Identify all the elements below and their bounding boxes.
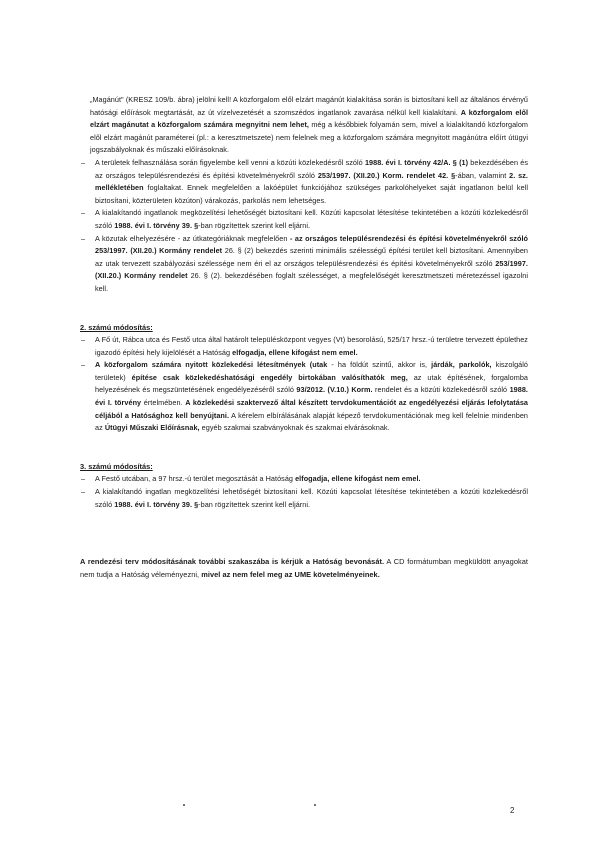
bold-text-segment: - az országos településrendezési és építési követelményekről szóló 253/1997. (XII.20.) Kormány rendelet: [95, 233, 528, 256]
bold-text-segment: A közforgalom számára nyitott közlekedési létesítmények (utak: [95, 360, 328, 370]
text-segment: A kialakítandó ingatlan megközelítési lehetőségét biztosítani kell. Közúti kapcsolat létesítése tekintetében a közúti közlekedésről szóló: [95, 487, 528, 509]
text-segment: értelmében.: [141, 398, 186, 408]
intro-paragraph: [80, 207, 528, 232]
bold-text-segment: 2. sz. mellékletében: [95, 170, 528, 193]
section-3-heading: 3. számú módosítás:: [80, 461, 153, 471]
bold-text-segment: 1988. évi I. törvény 39. §: [114, 499, 199, 509]
text-segment: rendelet és a közúti közlekedésről szóló: [372, 385, 510, 395]
text-segment: 26. § (2). bekezdésében foglalt szélességet, a megfelelőségét keresztmetszeti méretezéssel igazolni kell.: [95, 271, 528, 293]
text-segment: 26. § (2) bekezdés szerinti minimális szélességű építési terület kell biztosítani. Amennyiben az utak tervezett szabályozási szélessége nem éri el az országos településrendezési és építési követelményekről szóló: [95, 246, 528, 268]
text-segment: A kialakítandó ingatlanok megközelítési lehetőségét biztosítani kell. Közúti kapcsolat létesítése tekintetében a közúti közlekedésről szóló: [95, 208, 528, 230]
intro-paragraph: [80, 94, 528, 157]
bold-text-segment: 1988. évi I. törvény 39. §: [114, 220, 199, 230]
text-segment: A területek felhasználása során figyelembe kell venni a közúti közlekedésről szóló: [95, 157, 365, 167]
bold-text-segment: építése csak közlekedéshatósági engedély birtokában valósíthatók meg,: [131, 372, 408, 382]
bold-text-segment: 1988. évi I. törvény: [95, 385, 528, 408]
text-segment: „Magánút" (KRESZ 109/b. ábra) jelölni kell! A közforgalom elől elzárt magánút kialakítása során is biztosítani kell az általános érvényű hatósági előírások megtartását, az út vízelvezetését a szomszédos ingatlanok zavarása nélkül kell kialakítani.: [90, 95, 528, 117]
bold-text-segment: elfogadja, ellene kifogást nem emel.: [295, 474, 421, 484]
intro-paragraph: [80, 233, 528, 296]
text-segment: bekezdésében és az országos településrendezési és építési követelményekről szóló: [95, 157, 529, 180]
section-3-item: [80, 473, 528, 486]
document-body: [80, 94, 528, 581]
section-3: [80, 461, 528, 511]
text-segment: A CD formátumban megküldött anyagokat nem tudja a Hatóság véleményezni,: [80, 557, 528, 580]
text-segment: A Festő utcában, a 97 hrsz.-ú terület megosztását a Hatóság: [95, 474, 296, 484]
text-segment: az utak építésének, forgalomba helyezésének és megszüntetésének engedélyezéséről szóló: [95, 372, 528, 395]
bold-text-segment: elfogadja, ellene kifogást nem emel.: [232, 347, 358, 357]
bold-text-segment: mivel az nem felel meg az UME követelményeinek.: [201, 570, 380, 580]
scan-speck: [183, 804, 185, 806]
section-2-heading: 2. számú módosítás:: [80, 322, 153, 332]
bold-text-segment: A közlekedési szaktervező által készített tervdokumentációt az engedélyezési eljárás lefolytatása céljából a Hatósághoz kell benyújtani.: [95, 398, 529, 420]
text-segment: A Fő út, Rábca utca és Festő utca által határolt településközpont vegyes (Vt) besorolású, 525/17 hrsz.-ú területre tervezett épülethez igazodó építési hely kijelölését a Hatóság: [95, 335, 528, 357]
bold-text-segment: 93/2012. (V.10.) Korm.: [296, 385, 373, 395]
bold-text-segment: 253/1997. (XII.20.) Korm. rendelet 42. §: [317, 170, 456, 180]
text-segment: kiszolgáló területek): [95, 360, 528, 382]
bold-text-segment: járdák, parkolók,: [431, 360, 492, 370]
page-number: 2: [510, 806, 515, 815]
scan-speck: [314, 804, 316, 806]
bold-text-segment: Útügyi Műszaki Előírásnak,: [104, 423, 200, 433]
section-2: [80, 322, 528, 435]
section-2-item: [80, 334, 528, 359]
bold-text-segment: 253/1997. (XII.20.) Kormány rendelet: [95, 258, 528, 281]
text-segment: egyéb szakmai szabványoknak és szakmai elvárásoknak.: [199, 423, 390, 433]
text-segment: foglaltakat. Ennek megfelelően a lakóépület funkciójához szükséges parkolóhelyeket saját ingatlanon belül kell biztosítani, közterületen közúton) várakozás, parkolás nem lehetséges.: [95, 183, 528, 205]
closing-paragraph: [80, 555, 528, 581]
text-segment: még a későbbiek folyamán sem, mivel a kialakítandó közforgalom elől elzárt magánút paraméterei (pl.: a keresztmetszete) nem felelnek meg a közforgalom számára megnyitott magánútra előírt útügyi jogszabályoknak és műszaki előírásoknak.: [90, 120, 528, 155]
text-segment: A kérelem elbírálásának alapját képező tervdokumentációnak meg kell felelnie mindenben az: [95, 410, 528, 433]
section-2-item: [80, 359, 528, 435]
text-segment: -ban rögzítettek szerint kell eljárni.: [198, 499, 311, 509]
bold-text-segment: A rendezési terv módosításának további szakaszába is kérjük a Hatóság bevonását.: [80, 557, 385, 567]
intro-block: [80, 94, 528, 296]
bold-text-segment: A közforgalom elől elzárt magánutat a közforgalom számára megnyitni nem lehet,: [90, 107, 529, 130]
text-segment: - ha földút szintű, akkor is,: [327, 360, 432, 370]
text-segment: -ában, valamint: [455, 170, 510, 180]
text-segment: A közutak elhelyezésére - az útkategóriáknak megfelelően: [95, 233, 290, 243]
section-3-item: [80, 486, 528, 511]
bold-text-segment: 1988. évi I. törvény 42/A. § (1): [364, 157, 469, 167]
text-segment: -ban rögzítettek szerint kell eljárni.: [198, 220, 311, 230]
intro-paragraph: [80, 157, 528, 207]
